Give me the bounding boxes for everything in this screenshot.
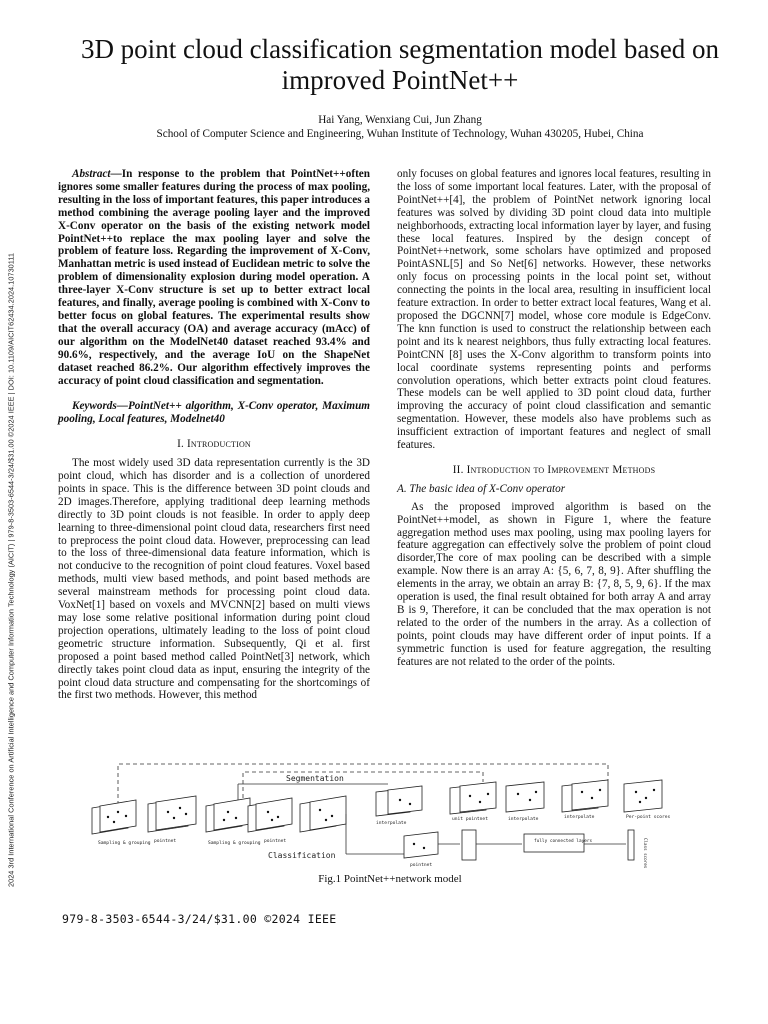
sampling-grouping-label-1: Sampling & grouping (98, 841, 151, 846)
interpolate-label-3: interpolate (564, 815, 595, 820)
interpolate-label-1: interpolate (376, 821, 407, 826)
author-affiliation: School of Computer Science and Engineering, Wuhan Institute of Technology, Wuhan 430205, Hubei, China (156, 128, 644, 140)
abstract-text: —In response to the problem that PointNet++often ignores some smaller features during the process of max pooling, resulting in the loss of important features, this paper introduces a method combining the average pooling layer and the improved X-Conv operator on the basis of the existing network model PointNet++to replace the max pooling layer and solve the problem of feature loss. Regarding the improvement of X-Conv, Manhattan metric is used instead of Euclidean metric to solve the problem of dimensionality explosion during model operation. A three-layer X-Conv structure is set up to better extract local features, and finally, average pooling is combined with X-Conv to better focus on global features. The experimental results show that the overall accuracy (OA) and average accuracy (mAcc) of our algorithm on the ModelNet40 dataset reached 93.4% and 90.6%, respectively, and the average IoU on the ShapeNet dataset reached 86.2%. Our algorithm effectively improves the accuracy of point cloud classification and segmentation. (58, 168, 370, 387)
author-list: Hai Yang, Wenxiang Cui, Jun Zhang (318, 114, 482, 126)
conference-doi-text: 2024 3rd International Conference on Artificial Intelligence and Computer Information Technology (AICIT) | 979-8-3503-6544-3/24/$31.00 ©2024 IEEE | DOI: 10.1109/AICIT62434.2024.10730111 (6, 252, 16, 888)
right-column (397, 168, 711, 669)
pointnet-diagram (88, 762, 688, 870)
intro-continuation: only focuses on global features and ignores local features, resulting in the loss of some important local features. Later, with the proposal of PointNet++[4], the problem of PointNet network ignoring local features was solved by dividing 3D point cloud data into multiple neighborhoods, extracting local information layer by layer, and fusing these local features. Inspired by the design concept of PointNet++network, some scholars have optimized and proposed PointASNL[5] and So Net[6] networks. However, these networks only focus on processing points in the local point set, without connecting the points in the local area, resulting in insufficient local feature extraction. In order to better extract local features, Wang et al. proposed the DGCNN[7] model, whose core module is EdgeConv. The knn function is used to construct the relationship between each point and its k nearest neighbors, thus fully extracting local features. PointCNN [8] uses the X-Conv algorithm to transform points into local coordinate systems representing points and performs convolution operations, which better extracts point cloud features. These models can be well applied to 3D point cloud data, further improving the accuracy of point cloud classification and semantic segmentation. However, these models also have problems such as insufficient extraction of important features and neglect of small features. (397, 168, 711, 452)
unit-pointnet-label: unit pointnet (452, 817, 488, 822)
encoder-stage-1 (92, 796, 196, 834)
decoder-stages (376, 780, 662, 816)
conference-side-strip (6, 180, 16, 960)
subsection-a-heading: A. The basic idea of X-Conv operator (397, 482, 566, 495)
title-line-2: improved PointNet++ (281, 65, 519, 95)
classification-branch (404, 830, 648, 869)
per-point-scores-label: Per-point scores (626, 815, 671, 820)
class-scores-label: Class scores (643, 838, 648, 869)
segmentation-label: Segmentation (286, 774, 344, 783)
title-line-1: 3D point cloud classification segmentation model based on (80, 34, 720, 64)
section-2-heading: II. Introduction to Improvement Methods (452, 463, 656, 476)
fully-connected-label: fully connected layers (534, 839, 593, 844)
copyright-notice: 979-8-3503-6544-3/24/$31.00 ©2024 IEEE (62, 912, 337, 926)
section-2-paragraph: As the proposed improved algorithm is based on the PointNet++model, as shown in Figure 1, where the feature aggregation method uses max pooling, using max pooling layers for feature aggregation can effectively solve the problem of point cloud disorder,The core of max pooling can be described with a simple example. Now there is an array A: {5, 6, 7, 8, 9}. After shuffling the elements in the array, we obtain an array B: {7, 8, 5, 9, 6}. If the max operation is used, the final result obtained for both array A and array B is 9, Therefore, it can be concluded that the max operation is not related to the order of the numbers in the array. As a collection of points, point clouds may have different order of input points. If a symmetric function is used for feature aggregation, the resulting features are not related to the order of the points. (397, 500, 711, 668)
sampling-grouping-label-2: Sampling & grouping (208, 841, 261, 846)
pointnet-label-3: pointnet (410, 863, 433, 868)
section-1-heading: I. Introduction (177, 438, 251, 451)
section-1-paragraph: The most widely used 3D data representation currently is the 3D point cloud, which has disorder and is a collection of unordered points in space. This is the difference between 3D point clouds and 2D images.Therefore, applying traditional deep learning methods directly to 3D point clouds is not feasible. In order to apply deep learning to three-dimensional point cloud data, researchers first need to preprocess the point cloud data. However, preprocessing can lead to the loss of three-dimensional data feature information, which is not conducive to the recognition of point cloud features. Voxel based methods, multi view based methods, and point based methods are several mainstream methods for processing point cloud data. VoxNet[1] based on voxels and MVCNN[2] based on multi views may lose some relative positional information during point cloud projection operations, ultimately leading to the loss of point cloud geometric structure information. Subsequently, Qi et al. first proposed a point based method called PointNet[3] network, which directly takes point cloud data as input, ensuring the integrity of the point cloud data structure and compensating for the shortcomings of the first two methods. However, this method (58, 457, 370, 702)
abstract-label: Abstract (72, 168, 111, 180)
interpolate-label-2: interpolate (508, 817, 539, 822)
classification-label: Classification (268, 851, 336, 860)
paper-title (60, 34, 740, 96)
encoder-stage-2 (206, 796, 346, 832)
pointnet-figure (88, 762, 688, 870)
abstract (58, 168, 370, 387)
figure-caption: Fig.1 PointNet++network model (318, 873, 462, 885)
keywords: Keywords—PointNet++ algorithm, X-Conv operator, Maximum pooling, Local features, Modelnet40 (58, 400, 370, 426)
pointnet-label-2: pointnet (264, 839, 287, 844)
pointnet-label-1: pointnet (154, 839, 177, 844)
left-column (58, 168, 370, 702)
